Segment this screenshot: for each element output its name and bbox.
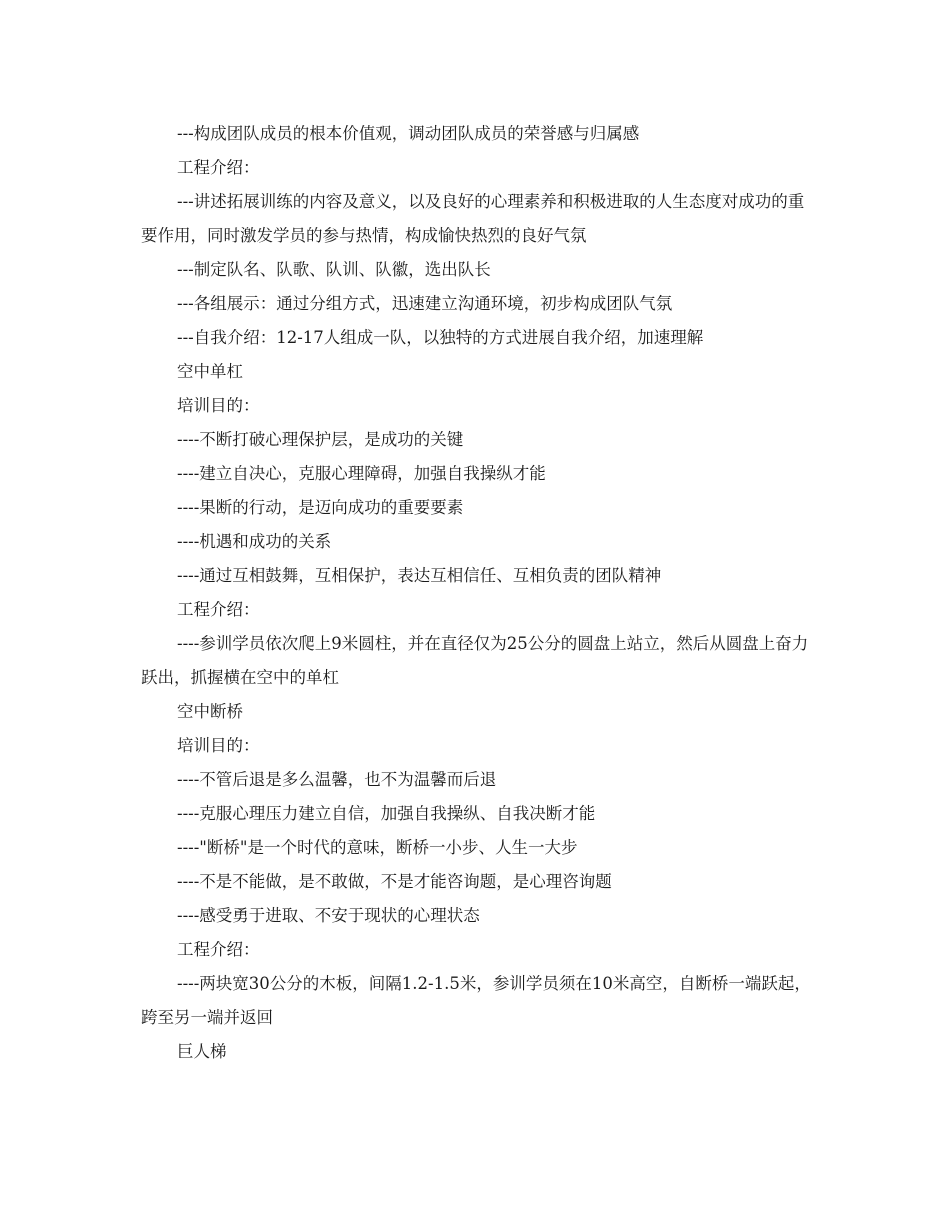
paragraph: ---构成团队成员的根本价值观，调动团队成员的荣誉感与归属感: [177, 124, 640, 143]
paragraph: ----克服心理压力建立自信，加强自我操纵、自我决断才能: [177, 804, 596, 823]
section-label: 培训目的：: [177, 396, 260, 415]
paragraph: ---讲述拓展训练的内容及意义，以及良好的心理素养和积极进取的人生态度对成功的重要作用，同时激发学员的参与热情，构成愉快热烈的良好气氛: [141, 192, 805, 245]
paragraph: ----感受勇于进取、不安于现状的心理状态: [177, 906, 480, 925]
section-heading: 空中单杠: [177, 362, 243, 381]
paragraph: ---各组展示：通过分组方式，迅速建立沟通环境，初步构成团队气氛: [177, 294, 673, 313]
section-heading: 空中断桥: [177, 702, 243, 721]
section-label: 工程介绍：: [177, 600, 260, 619]
paragraph: ----通过互相鼓舞，互相保护，表达互相信任、互相负责的团队精神: [177, 566, 662, 585]
paragraph: ----两块宽30公分的木板，间隔1.2-1.5米，参训学员须在10米高空，自断桥一端跃起，跨至另一端并返回: [141, 974, 811, 1027]
paragraph: ----参训学员依次爬上9米圆柱，并在直径仅为25公分的圆盘上站立，然后从圆盘上奋力跃出，抓握横在空中的单杠: [141, 634, 809, 687]
section-label: 工程介绍：: [177, 158, 260, 177]
paragraph: ----建立自决心，克服心理障碍，加强自我操纵才能: [177, 464, 546, 483]
paragraph: ---制定队名、队歌、队训、队徽，选出队长: [177, 260, 491, 279]
section-label: 培训目的：: [177, 736, 260, 755]
paragraph: ----不断打破心理保护层，是成功的关键: [177, 430, 464, 449]
paragraph: ----果断的行动，是迈向成功的重要要素: [177, 498, 464, 517]
paragraph: ----不管后退是多么温馨，也不为温馨而后退: [177, 770, 497, 789]
paragraph: ----机遇和成功的关系: [177, 532, 332, 551]
section-heading: 巨人梯: [177, 1042, 227, 1061]
section-label: 工程介绍：: [177, 940, 260, 959]
paragraph: ----不是不能做，是不敢做，不是才能咨询题，是心理咨询题: [177, 872, 612, 891]
paragraph: ---自我介绍：12-17人组成一队，以独特的方式进展自我介绍，加速理解: [177, 328, 704, 347]
paragraph: ----"断桥"是一个时代的意味，断桥一小步、人生一大步: [177, 838, 578, 857]
document-body: [141, 117, 817, 1069]
